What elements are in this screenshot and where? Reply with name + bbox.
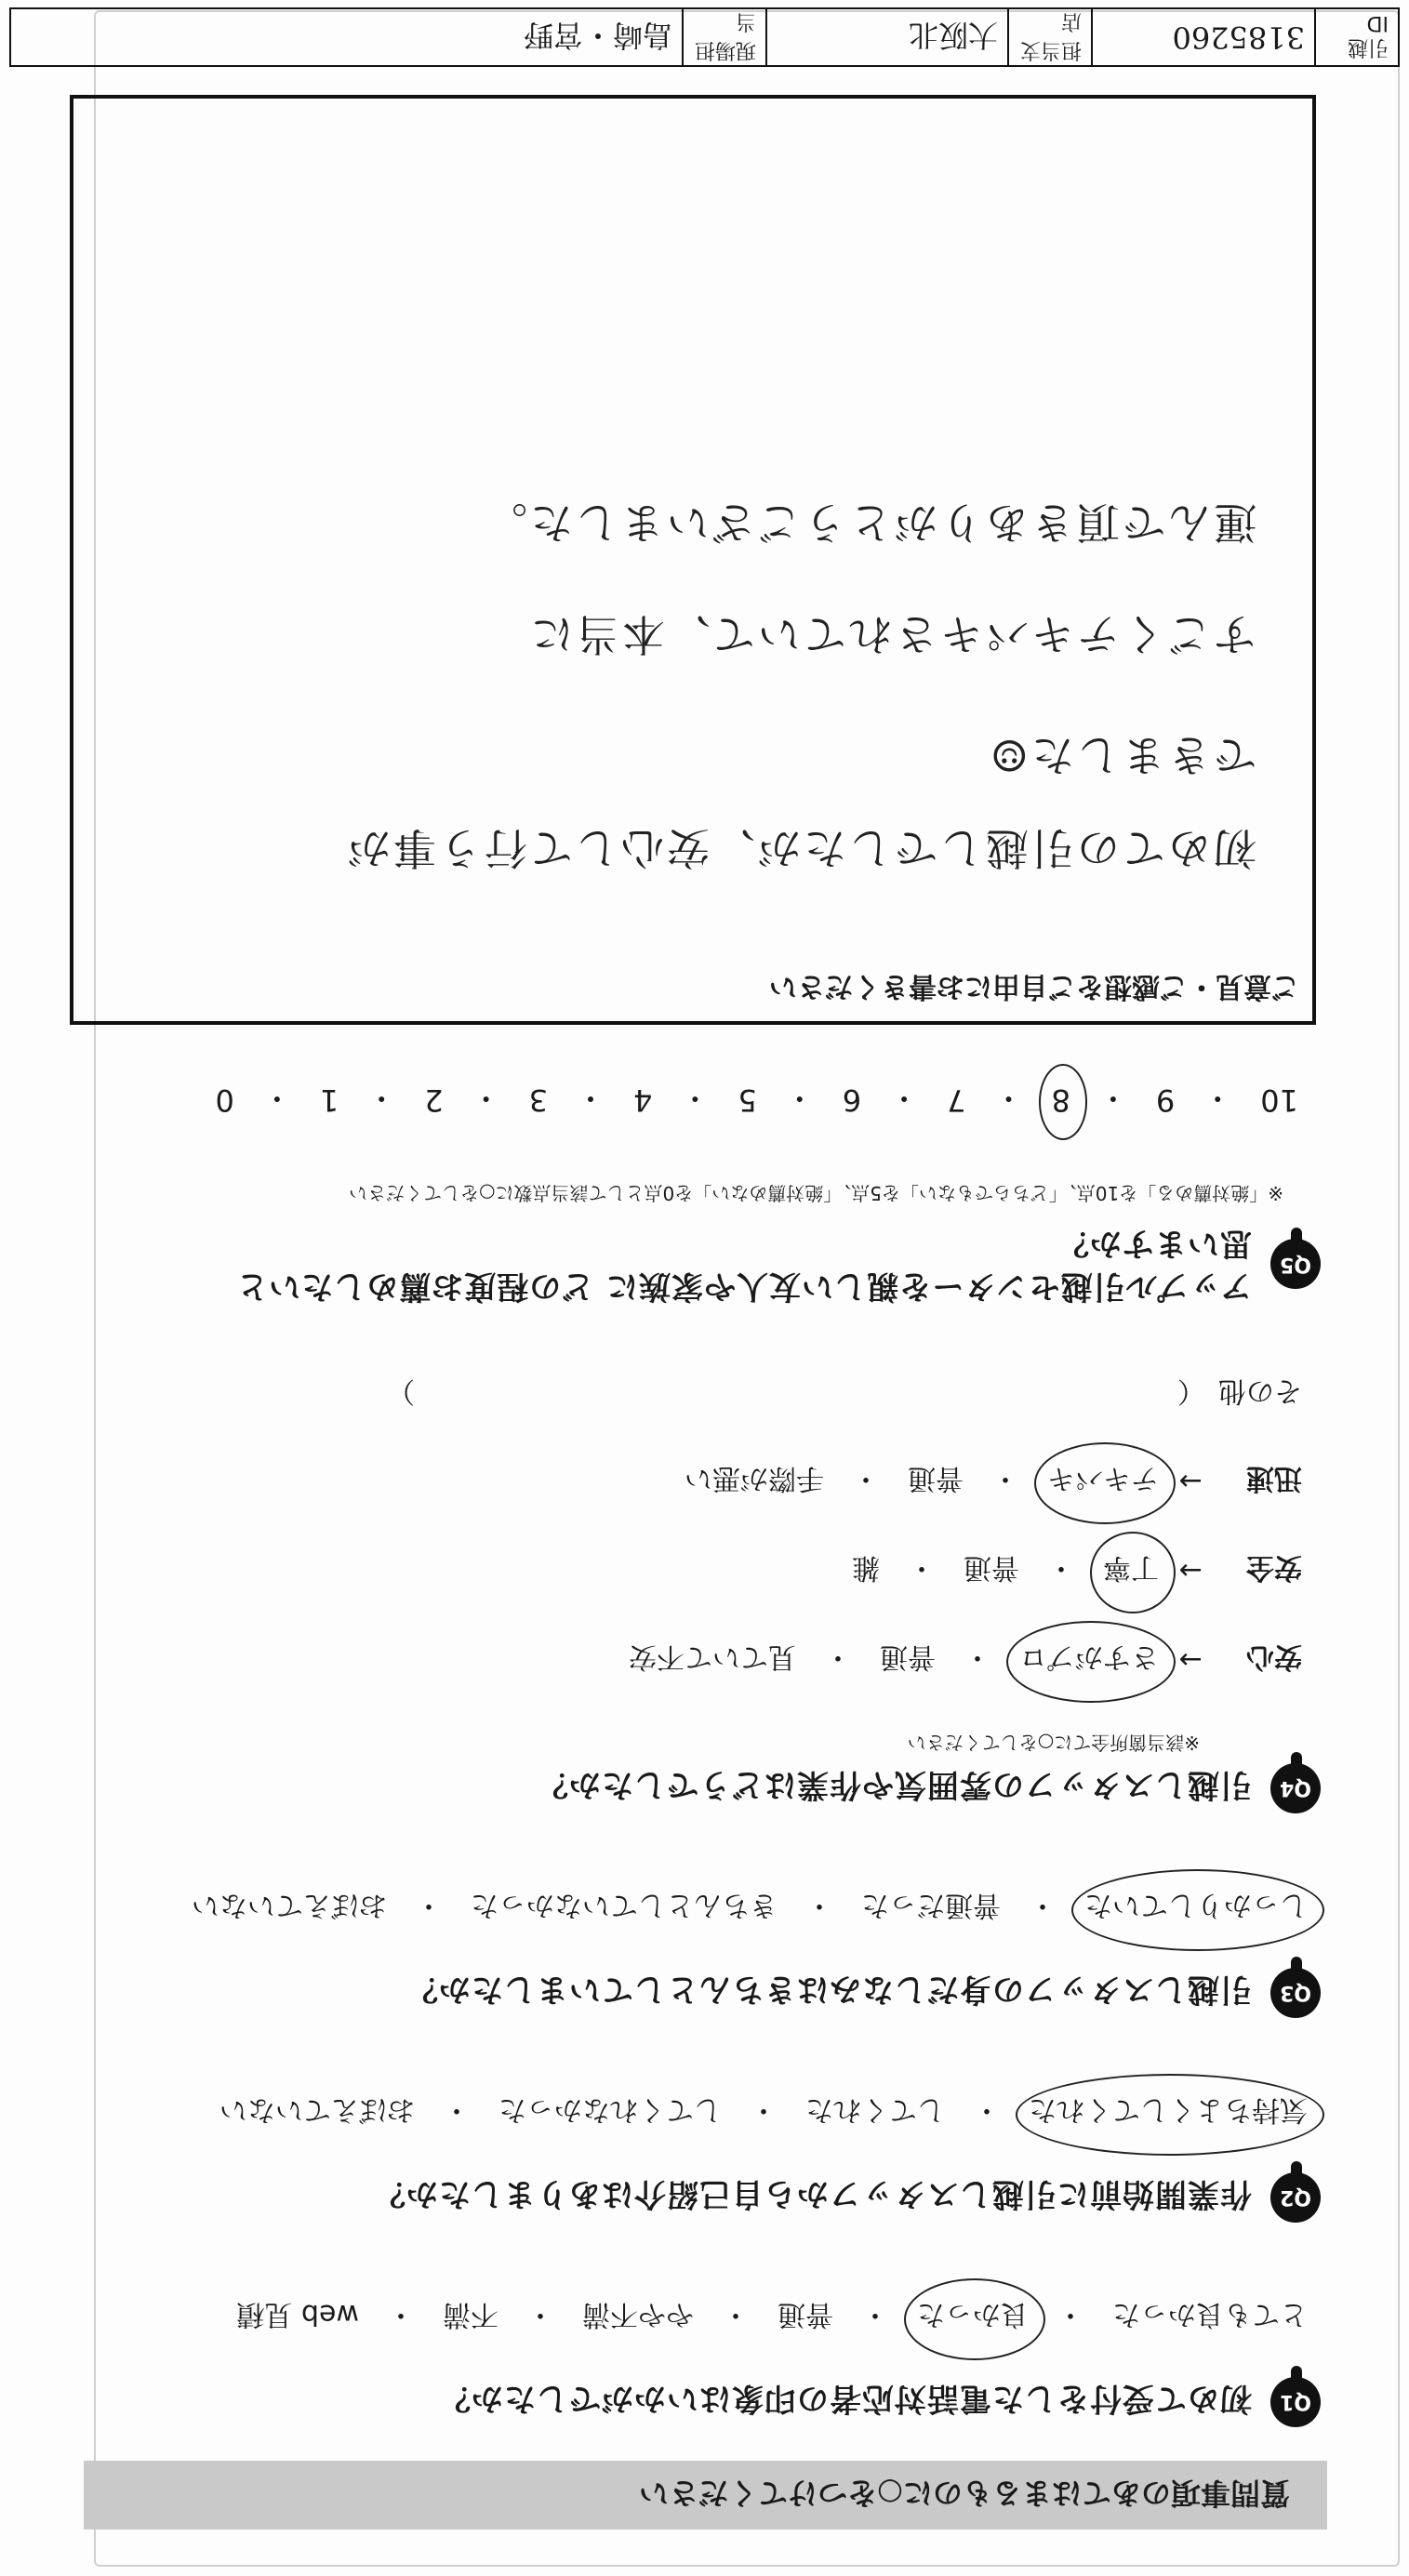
q4-text: 引越しスタッフの雰囲気や作業はどうでしたか？ <box>536 1766 1252 1804</box>
q2-option[interactable]: してくれなかった <box>498 2093 722 2126</box>
q5-scale: 10 ・ 9 ・ 8 ・ 7 ・ 6 ・ 5 ・ 4 ・ 3 ・ 2 ・ 1 ・ 0 <box>65 1079 1302 1122</box>
q2-option-selected[interactable]: 気持ちよくしてくれた <box>1025 2091 1311 2135</box>
q1-option[interactable]: 普通 <box>778 2298 833 2330</box>
q4-note: ※該当箇所全てに○をしてください <box>907 1732 1200 1754</box>
q1-badge: Q1 <box>1270 2377 1321 2427</box>
scale-3[interactable]: 3 <box>528 1082 549 1119</box>
footer-person-label: 現場担当 <box>682 9 765 65</box>
footer-branch-value: 大阪北 <box>765 9 1007 65</box>
q4-anshin-selected[interactable]: さすがプロ <box>1016 1638 1163 1682</box>
q4-anzen-option[interactable]: 雑 <box>852 1551 880 1584</box>
q4-row-jinsoku: 迅速 → テキパキ ・ 普通 ・ 手際が悪い <box>65 1459 1302 1504</box>
q1-option-selected[interactable]: 良かった <box>913 2295 1032 2340</box>
q4-other-field[interactable] <box>415 1374 1177 1414</box>
scale-1[interactable]: 1 <box>319 1082 339 1119</box>
q2-badge: Q2 <box>1270 2172 1321 2223</box>
scale-7[interactable]: 7 <box>947 1082 966 1119</box>
q4-other-row: その他 （ ） <box>65 1374 1302 1414</box>
scale-9[interactable]: 9 <box>1155 1082 1176 1119</box>
footer-branch-label: 担当支店 <box>1007 9 1091 65</box>
comment-line: 運んで頂きありがとうございました。 <box>482 498 1256 548</box>
q5-note: ※「絶対薦める」を10点、「どちらでもない」を5点、「絶対薦めない」を0点として該当点数に○をしてください <box>349 1182 1283 1205</box>
q1-option[interactable]: 不満 <box>443 2298 498 2330</box>
instructions-banner <box>84 2461 1327 2530</box>
footer-info <box>9 7 1400 67</box>
q3-option[interactable]: 普通だった <box>861 1889 1001 1921</box>
q3-text: 引越しスタッフの身だしなみはきちんとしていましたか？ <box>405 1971 1252 2009</box>
scale-10[interactable]: 10 <box>1260 1082 1298 1119</box>
q4-anshin-option[interactable]: 普通 <box>880 1640 936 1673</box>
q2-option[interactable]: おぼえていない <box>219 2093 415 2126</box>
q3-badge: Q3 <box>1270 1968 1321 2018</box>
q4-jinsoku-selected[interactable]: テキパキ <box>1043 1459 1163 1504</box>
q4-jinsoku-option[interactable]: 手際が悪い <box>685 1462 824 1494</box>
footer-person-value: 島崎・宮野 <box>523 18 672 53</box>
q1-option[interactable]: とても良かった <box>1112 2298 1308 2330</box>
q4-anshin-option[interactable]: 見ていて不安 <box>629 1640 796 1673</box>
footer-id-label: 引越 ID <box>1314 9 1398 65</box>
q3-option-selected[interactable]: しっかりしていた <box>1081 1886 1311 1931</box>
scale-4[interactable]: 4 <box>633 1082 653 1119</box>
footer-id-value: 3185260 <box>1091 9 1314 65</box>
comment-line: 初めての引越しでしたが、安心して行う事が <box>345 823 1256 873</box>
q4-row-anzen: 安全 → 丁寧 ・ 普通 ・ 雑 <box>65 1548 1302 1593</box>
question-2: Q2 作業開始前に引越しスタッフから自己紹介はありましたか？ 気持ちよくしてくれた ・ してくれた ・ してくれなかった ・ おぼえていない <box>65 2091 1321 2223</box>
q3-option[interactable]: きちんとしていなかった <box>471 1889 778 1921</box>
q1-text: 初めて受付をした電話対応者の印象はいかがでしたか？ <box>438 2380 1252 2418</box>
q5-badge: Q5 <box>1270 1239 1321 1289</box>
q2-option[interactable]: してくれた <box>805 2093 945 2126</box>
q3-option[interactable]: おぼえていない <box>192 1889 387 1921</box>
scale-2[interactable]: 2 <box>424 1082 444 1119</box>
scale-8-selected[interactable]: 8 <box>1048 1081 1074 1120</box>
comment-line: できました☺ <box>987 730 1256 780</box>
q2-text: 作業開始前に引越しスタッフから自己紹介はありましたか？ <box>373 2175 1252 2213</box>
q4-anzen-option[interactable]: 普通 <box>964 1551 1019 1584</box>
question-3: Q3 引越しスタッフの身だしなみはきちんとしていましたか？ しっかりしていた ・ 普通だった ・ きちんとしていなかった ・ おぼえていない <box>65 1886 1321 2018</box>
q4-row-anshin: 安心 → さすがプロ ・ 普通 ・ 見ていて不安 <box>65 1638 1302 1682</box>
q5-text: アップル引越センターを親しい友人や家族に どの程度お薦めしたいと思いますか？ <box>235 1225 1252 1305</box>
scale-5[interactable]: 5 <box>738 1082 757 1119</box>
scale-6[interactable]: 6 <box>842 1082 862 1119</box>
instructions-text: 質問事項のあてはまるものに○をつけてください <box>639 2476 1290 2511</box>
q4-anzen-selected[interactable]: 丁寧 <box>1099 1548 1163 1593</box>
comment-box[interactable] <box>70 95 1316 1025</box>
q1-option[interactable]: やや不満 <box>582 2298 694 2330</box>
scale-0[interactable]: 0 <box>215 1082 234 1119</box>
question-5 <box>65 1079 1321 1307</box>
q4-badge: Q4 <box>1270 1763 1321 1813</box>
comment-title: ご意見・ご感想をご自由にお書きください <box>769 970 1299 1003</box>
question-4 <box>65 1374 1321 1813</box>
question-1: Q1 初めて受付をした電話対応者の印象はいかがでしたか？ とても良かった ・ 良かった ・ 普通 ・ やや不満 ・ 不満 ・ web 見積 <box>65 2295 1321 2427</box>
comment-line: すごくテキパキされていて、本当に <box>527 609 1256 659</box>
q4-other-label: その他 <box>1218 1374 1302 1407</box>
q4-jinsoku-option[interactable]: 普通 <box>908 1462 964 1494</box>
q1-option[interactable]: web 見積 <box>236 2298 359 2330</box>
